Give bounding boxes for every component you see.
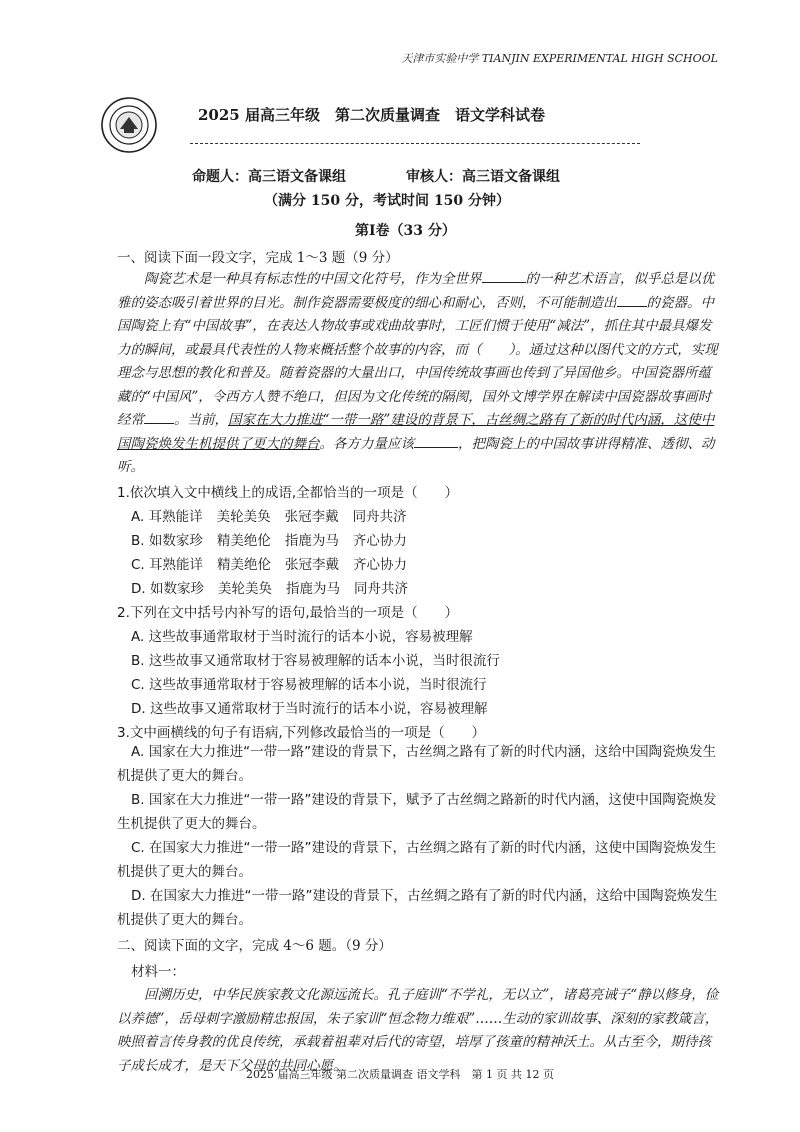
option-text: 张冠李戴 [285,557,340,573]
option-text: D. 如数家珍 [131,581,204,597]
option-text: 齐心协力 [352,533,407,549]
authors-line [192,166,560,186]
passage-text: ，把陶瓷上的中国故事讲得精准、透彻、动听。 [117,435,715,475]
proposer: 命题人：高三语文备课组 [192,169,346,185]
option-text: 精美绝伦 [216,533,271,549]
q2-option-c[interactable]: C. 这些故事通常取材于容易被理解的话本小说，当时很流行 [131,677,487,693]
q1-option-d[interactable] [131,577,422,597]
option-text: B. 如数家珍 [131,533,203,549]
option-text: 指鹿为马 [285,581,340,597]
underlined-sentence: 国家在大力推进“一带一路”建设的背景下，古丝绸之路有了新的时代内涵，这使中国陶瓷焕发生机提供了更大的舞台 [117,412,715,452]
question-1-stem: 1.依次填入文中横线上的成语,全都恰当的一项是（ ） [117,485,459,501]
option-text: 同舟共济 [352,509,407,525]
passage-text: 。各方力量应该 [319,435,414,452]
exam-title: 2025 届高三年级 第二次质量调查 语文学科试卷 [198,106,545,124]
q3-option-d[interactable]: D. 在国家大力推进“一带一路”建设的背景下，古丝绸之路有了新的时代内涵，这给中国陶瓷焕发生机提供了更大的舞台。 [117,888,718,928]
option-text: A. 耳熟能详 [131,509,203,525]
q3-option-b[interactable]: B. 国家在大力推进“一带一路”建设的背景下，赋予了古丝绸之路新的时代内涵，这使中国陶瓷焕发生机提供了更大的舞台。 [117,792,717,832]
reviewer: 审核人：高三语文备课组 [406,169,560,185]
option-text: 指鹿为马 [284,533,339,549]
q1-option-c[interactable] [131,553,421,573]
section2-heading: 二、阅读下面的文字，完成 4～6 题。（9 分） [117,938,392,954]
option-text: 同舟共济 [353,581,408,597]
volume-title: 第Ⅰ卷（33 分） [355,223,456,239]
passage-text: 的瓷器。中国陶瓷上有“中国故事”，在表达人物故事或戏曲故事时，工匠们惯于使用“减法”，抓住其中最具爆发力的瞬间，或最具代表性的人物来概括整个故事的内容，而（ ）。通过这种以图代文的方式，实现理念与思想的教化和普及。随着瓷器的大量出口，中国传统故事画也传到了异国他乡。中国瓷器所蕴藏的“中国风”，令西方人赞不绝口，但因为文化传统的隔阂，国外文博学界在解读中国瓷器故事画时经常 [117,294,718,428]
q3-option-c[interactable]: C. 在国家大力推进“一带一路”建设的背景下，古丝绸之路有了新的时代内涵，这使中国陶瓷焕发生机提供了更大的舞台。 [117,840,717,880]
q1-option-b[interactable] [131,529,421,549]
passage-1 [117,268,723,480]
option-text: 美轮美奂 [217,581,272,597]
passage-text: 。当前， [174,412,228,428]
material-label: 材料一： [131,964,185,980]
blank-4 [414,435,458,448]
school-header: 天津市实验中学 TIANJIN EXPERIMENTAL HIGH SCHOOL [401,52,718,65]
blank-1 [482,270,526,283]
question-3-stem: 3.文中画横线的句子有语病,下列修改最恰当的一项是（ ） [117,725,486,741]
q2-option-d[interactable]: D. 这些故事又通常取材于当时流行的话本小说，容易被理解 [131,701,488,717]
passage-text: 的一种艺术语言，似乎总是以优雅的姿态吸引着世界的目光。制作瓷器需要极度的细心和耐心，否则，不可能制造出 [117,271,715,311]
option-text: 齐心协力 [353,557,408,573]
blank-3 [144,411,174,424]
divider [190,143,640,144]
option-text: 精美绝伦 [217,557,272,573]
section1-heading: 一、阅读下面一段文字，完成 1～3 题（9 分） [117,250,399,266]
page-footer: 2025 届高三年级 第二次质量调查 语文学科 第 1 页 共 12 页 [246,1068,554,1081]
blank-2 [617,294,647,307]
material-text: 回溯历史，中华民族家教文化源远流长。孔子庭训“不学礼，无以立”，诸葛亮诫子“静以修身，俭以养德”，岳母刺字激励精忠报国，朱子家训“恒念物力维艰”……生动的家训故事、深刻的家教箴言，映照着言传身教的优良传统，承载着祖辈对后代的寄望，培厚了孩童的精神沃土。从古至今，期待孩子成长成才，是天下父母的共同心愿。 [117,987,719,1074]
q3-option-a[interactable]: A. 国家在大力推进“一带一路”建设的背景下，古丝绸之路有了新的时代内涵，这给中国陶瓷焕发生机提供了更大的舞台。 [117,744,717,784]
question-2-stem: 2.下列在文中括号内补写的语句,最恰当的一项是（ ） [117,605,459,621]
q2-option-a[interactable]: A. 这些故事通常取材于当时流行的话本小说，容易被理解 [131,629,473,645]
option-text: 美轮美奂 [216,509,271,525]
q1-option-a[interactable] [131,505,421,525]
q2-option-b[interactable]: B. 这些故事又通常取材于容易被理解的话本小说，当时很流行 [131,653,500,669]
option-text: C. 耳熟能详 [131,557,204,573]
school-seal-icon [100,96,158,154]
score-info: （满分 150 分，考试时间 150 分钟） [264,193,510,209]
passage-text: 陶瓷艺术是一种具有标志性的中国文化符号，作为全世界 [144,271,482,287]
option-text: 张冠李戴 [284,509,339,525]
